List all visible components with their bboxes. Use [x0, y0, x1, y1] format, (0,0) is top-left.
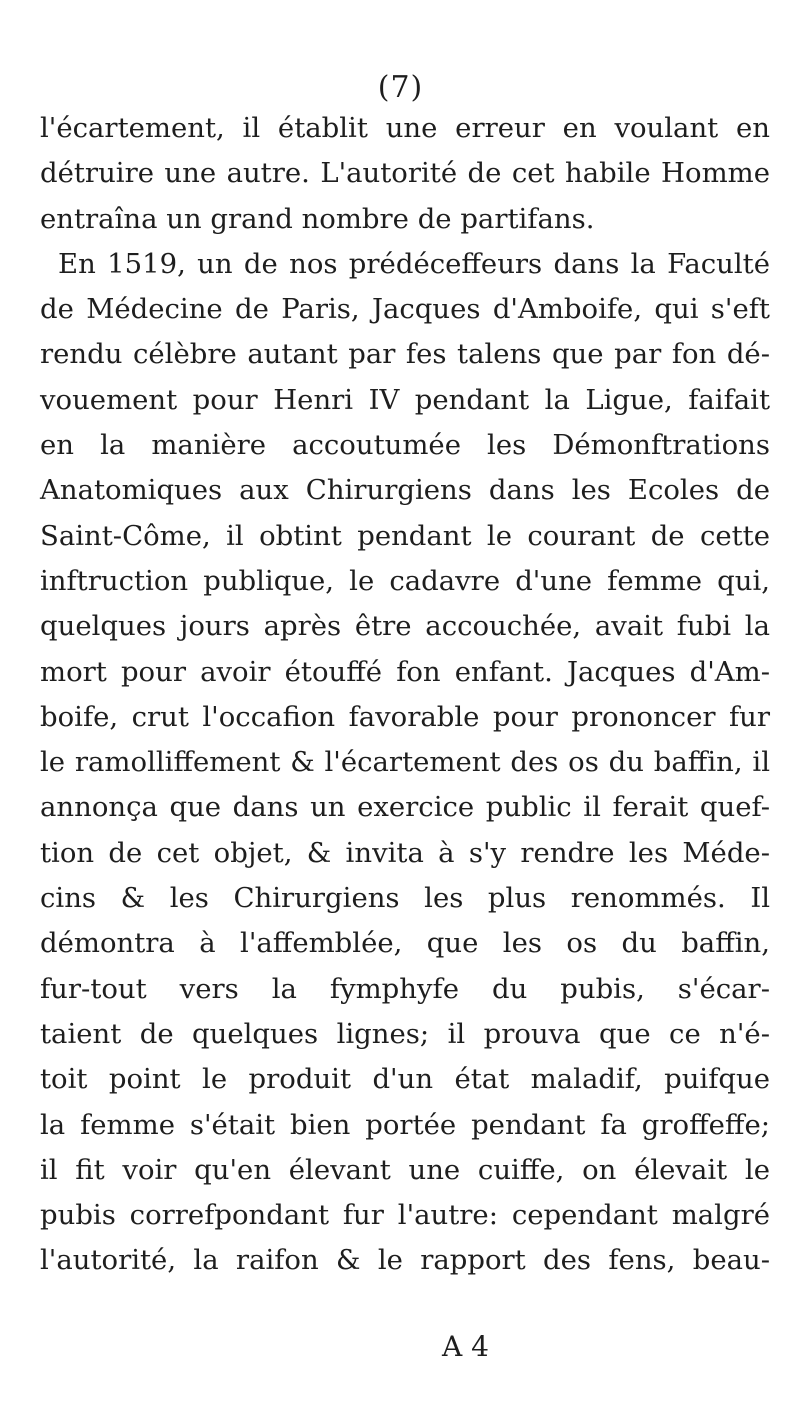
text-line: pubis correfpondant fur l'autre: cependant malgré [40, 1199, 770, 1232]
text-line: de Médecine de Paris, Jacques d'Amboife, qui s'eft [40, 293, 770, 326]
text-line: quelques jours après être accouchée, avait fubi la [40, 610, 770, 643]
text-line: annonça que dans un exercice public il ferait quef- [40, 791, 770, 824]
text-line: détruire une autre. L'autorité de cet habile Homme [40, 157, 770, 190]
text-line: boife, crut l'occafion favorable pour prononcer fur [40, 700, 770, 733]
text-line: Anatomiques aux Chirurgiens dans les Ecoles de [40, 474, 770, 507]
paragraph-start-line: En 1519, un de nos prédéceffeurs dans la Faculté [58, 247, 770, 280]
text-line: inftruction publique, le cadavre d'une femme qui, [40, 564, 770, 597]
text-line: l'autorité, la raifon & le rapport des fens, beau- [40, 1244, 770, 1277]
text-line: mort pour avoir étouffé fon enfant. Jacques d'Am- [40, 655, 770, 688]
text-line: l'écartement, il établit une erreur en voulant en [40, 112, 770, 144]
page-number: (7) [377, 70, 424, 105]
text-line: tion de cet objet, & invita à s'y rendre les Méde- [40, 836, 770, 869]
text-line: entraîna un grand nombre de partifans. [40, 202, 595, 235]
text-line: démontra à l'affemblée, que les os du baffin, [40, 927, 770, 960]
text-line: il fit voir qu'en élevant une cuiffe, on élevait le [40, 1153, 770, 1186]
text-line: rendu célèbre autant par fes talens que par fon dé- [40, 338, 770, 371]
text-line: fur-tout vers la fymphyfe du pubis, s'écar- [40, 972, 770, 1005]
text-line: la femme s'était bien portée pendant fa groffeffe; [40, 1108, 770, 1141]
body-text [40, 106, 770, 1284]
text-line: le ramolliffement & l'écartement des os du baffin, il [40, 746, 770, 779]
signature-mark: A 4 [442, 1330, 489, 1363]
text-line: Saint-Côme, il obtint pendant le courant de cette [40, 519, 770, 552]
text-line: taient de quelques lignes; il prouva que ce n'é- [40, 1017, 770, 1050]
text-line: en la manière accoutumée les Démonftrations [40, 429, 770, 462]
text-line: toit point le produit d'un état maladif, puifque [40, 1063, 770, 1096]
text-line: vouement pour Henri IV pendant la Ligue, faifait [40, 383, 770, 416]
text-line: cins & les Chirurgiens les plus renommés. Il [40, 882, 770, 915]
